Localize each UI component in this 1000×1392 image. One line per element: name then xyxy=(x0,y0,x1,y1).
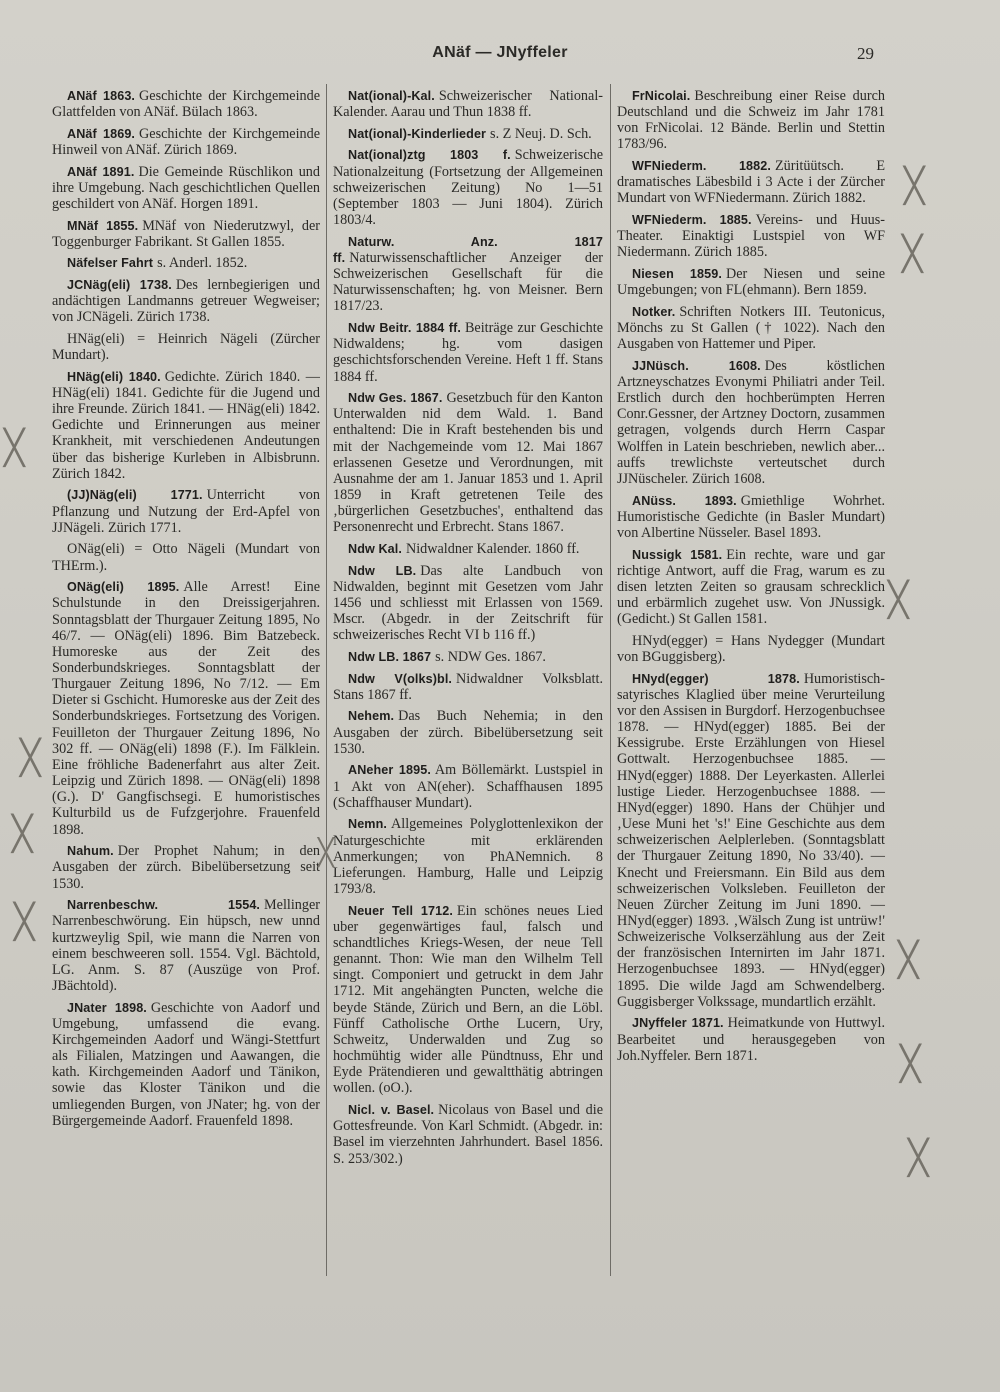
page-header-title: ANäf — JNyffeler xyxy=(432,44,568,61)
bibliography-entry xyxy=(333,816,603,897)
entry-abbreviation: Ndw Kal. xyxy=(348,542,402,557)
pencil-cross-mark: ╳ xyxy=(904,166,925,206)
bibliography-entry xyxy=(617,358,885,487)
entry-description: HNyd(egger) = Hans Nydegger (Mundart von BGuggisberg). xyxy=(617,632,885,665)
bibliography-entry xyxy=(52,331,320,363)
entry-description: Unterricht von Pflanzung und Nutzung der Erd-Apfel von JJNägeli. Zürich 1771. xyxy=(52,487,320,536)
entry-abbreviation: WFNiederm. 1882. xyxy=(632,159,771,174)
entry-description: Der Niesen und seine Umgebungen; von FL(ehmann). Bern 1859. xyxy=(617,266,885,299)
entry-description: Nicolaus von Basel und die Gottesfreunde. Von Karl Schmidt. (Abgedr. in: Basel im vierzehnten Jahrhundert. Basel 1856. S. 253/302.) xyxy=(333,1102,603,1167)
entry-description: Gedichte. Zürich 1840. — HNäg(eli) 1841. Gedichte für die Jugend und ihre Freunde. Zürich 1841. — HNäg(eli) 1842. Gedichte und Erinnerungen aus meiner Krankheit, mit verschiedenen Andeutungen über das bisherige Kurleben in Albisbrunn. Zürich 1842. xyxy=(52,368,320,482)
entry-abbreviation: Ndw V(olks)bl. xyxy=(348,671,453,686)
entry-description: Geschichte der Kirchgemeinde Hinweil von ANäf. Zürich 1869. xyxy=(52,125,320,158)
entry-description: Naturwissenschaftlicher Anzeiger der Schweizerischen Gesellschaft für die Naturwissenschaften; hg. von Meisner. Bern 1817/23. xyxy=(333,249,603,315)
entry-abbreviation: ANüss. 1893. xyxy=(632,493,737,508)
entry-abbreviation: ANäf 1863. xyxy=(67,89,136,103)
entry-abbreviation: Ndw Ges. 1867. xyxy=(348,391,443,406)
entry-description: Humoristisch-satyrisches Klaglied über meine Verurteilung vor den Assisen in Burgdorf. Herzogenbuchsee 1878. — HNyd(egger) 1885. Bei der Kessigrube. Erste Erzählungen von Hiesel Gottwalt. Herzogenbuchsee 1885. — HNyd(egger) 1888. Der Leyerkasten. Allerlei lustige Lieder. Herzogenbuchsee 1888. — HNyd(egger) 1890. Hans der Chühjer und ‚Uese Muni het 's!' Eine Geschichte aus dem schweizerischen Aelplerleben. (Sonntagsblatt der Thurgauer Zeitung 1890, No 33/40). — Knecht und Freiersmann. Ein Bild aus dem schweizerischen Volksleben. Feuilleton der Neuen Zürcher Zeitung im Juni 1890. — HNyd(egger) 1893. ‚Wälsch Zung ist untrüw!' Schweizerische Volkserzählung aus der Zeit der französischen Internirten im Jahr 1871. Herzogenbuchsee 1893. — HNyd(egger) 1895. Die wilde Jagd am Schwendelberg. Guggisberger Volkssage, mundartlich erzählt. xyxy=(617,670,885,1010)
entry-abbreviation: MNäf 1855. xyxy=(67,218,139,233)
bibliography-entry xyxy=(52,897,320,994)
entry-abbreviation: Ndw Beitr. 1884 ff. xyxy=(348,321,461,336)
entry-description: Nidwaldner Kalender. 1860 ff. xyxy=(405,541,580,558)
entry-abbreviation: Neuer Tell 1712. xyxy=(348,903,453,918)
pencil-cross-mark: ╳ xyxy=(12,814,33,854)
bibliography-entry xyxy=(333,563,603,644)
entry-description: Ein rechte, ware und gar richtige Antwort, auff die Frag, warum es zu disen letzten Zeiten so grausam schrecklich und erbärmlich zugehet usw. Von JNussigk. (Gedicht.) St Gallen 1581. xyxy=(617,546,885,628)
entry-description: Schweizerische Nationalzeitung (Fortsetzung der Allgemeinen schweizerischen Zeitung) No 1—51 (September 1803 — Juni 1804). Zürich 1803/4. xyxy=(333,147,603,229)
bibliography-entry xyxy=(333,88,603,120)
bibliography-entry xyxy=(617,493,885,541)
entry-abbreviation: Nemn. xyxy=(348,817,387,832)
bibliography-entry xyxy=(52,1000,320,1129)
bibliography-entry xyxy=(333,762,603,810)
bibliography-entry xyxy=(333,320,603,385)
entry-description: Ein schönes neues Lied uber gegenwärtiges faul, falsch und schandtliches Kriegs-Wesen, der neue Tell genannt. Thon: Wie man den Wilhelm Tell singt. Componiert und getruckt in dem Jahr 1712. Mit angehängten Puncten, welche die beyde Stände, Zürich und Bern, an die Löbl. Fünff Catholische Orthe Lucern, Ury, Schweitz, Underwalden und Zug so hochmühtig wider alle Pündtnuss, Ehr und Eyde Prätendieren und gewaltthätig abtringen wollen. (oO.). xyxy=(333,902,603,1097)
entry-description: s. Anderl. 1852. xyxy=(157,255,248,272)
bibliography-entry xyxy=(333,147,603,228)
entry-description: Die Gemeinde Rüschlikon und ihre Umgebung. Nach geschichtlichen Quellen geschildert von ANäf. Horgen 1891. xyxy=(52,163,320,212)
bibliography-entry xyxy=(52,255,320,271)
pencil-cross-mark: ╳ xyxy=(900,1044,921,1084)
bibliography-entry xyxy=(333,708,603,756)
entry-description: MNäf von Niederutzwyl, der Toggenburger Fabrikant. St Gallen 1855. xyxy=(52,217,320,250)
entry-description: Gmiethlige Wohrhet. Humoristische Gedichte (in Basler Mundart) von Albertine Nüsseler. Basel 1893. xyxy=(617,492,885,541)
entry-description: s. NDW Ges. 1867. xyxy=(435,649,546,665)
text-column-3 xyxy=(617,88,885,1069)
entry-abbreviation: Nat(ional)ztg 1803 f. xyxy=(348,148,511,163)
entry-abbreviation: JNyffeler 1871. xyxy=(632,1016,724,1031)
bibliography-entry xyxy=(52,541,320,573)
entry-description: Gesetzbuch für den Kanton Unterwalden nid dem Wald. 1. Band enthaltend: Die in Kraft bestehenden bis und mit der Nachgemeinde vom 12. Mai 1867 erlassenen Gesetze und Verordnungen, mit Ausnahme der am 1. Januar 1853 und 1. April 1859 in Kraft getretenen Teile des ‚bürgerlichen Gesetzbuches', enthaltend das Personenrecht und Erbrecht. Stans 1867. xyxy=(333,390,603,536)
entry-description: Alle Arrest! Eine Schulstunde in den Dreissigerjahren. Sonntagsblatt der Thurgauer Zeitung 1895, No 46/7. — ONäg(eli) 1896. Bim Batzebeck. Humoreske aus der Zeit des Sonderbundskrieges. Sonntagsblatt der Thurgauer Zeitung 1896, No 7/12. — Em Dieter si Gschicht. Humoreske aus der Zeit des Sonderbundskrieges. Fortsetzung des Vorigen. Feuilleton der Thurgauer Zeitung 1896, No 302 ff. — ONäg(eli) 1898 (F.). Im Fälklein. Eine fröhliche Badenerfahrt aus alter Zeit. Leipzig und Zürich 1898. — ONäg(eli) 1898 (G.). D' Gangfischsegi. E humoristisches Kulturbild us de Fufzgerjohre. Frauenfeld 1898. xyxy=(52,579,320,838)
entry-description: Vereins- und Huus-Theater. Einaktigi Lustspiel von WF Niedermann. Zürich 1885. xyxy=(617,212,886,261)
bibliography-entry xyxy=(617,158,885,206)
entry-abbreviation: Nat(ional)-Kal. xyxy=(348,89,435,103)
bibliography-entry xyxy=(617,212,885,260)
entry-abbreviation: Niesen 1859. xyxy=(632,267,722,282)
entry-abbreviation: JJNüsch. 1608. xyxy=(632,358,761,373)
entry-description: Allgemeines Polyglottenlexikon der Naturgeschichte mit erklärenden Anmerkungen; von PhANemnich. 8 Lieferungen. Hamburg, Halle und Leipzig 1793/8. xyxy=(333,816,603,898)
bibliography-entry xyxy=(52,88,320,120)
entry-description: s. Z Neuj. D. Sch. xyxy=(490,125,592,142)
bibliography-entry xyxy=(333,1102,603,1167)
entry-description: Des lernbegierigen und andächtigen Landmanns getreuer Wegweiser; von JCNägeli. Zürich 1738. xyxy=(52,277,320,326)
entry-abbreviation: Nehem. xyxy=(348,709,395,724)
entry-abbreviation: Nussigk 1581. xyxy=(632,547,723,562)
bibliography-entry xyxy=(617,304,885,352)
entry-abbreviation: ONäg(eli) 1895. xyxy=(67,580,180,595)
bibliography-entry xyxy=(52,164,320,212)
entry-abbreviation: JCNäg(eli) 1738. xyxy=(67,278,172,293)
text-column-1 xyxy=(52,88,320,1134)
bibliography-entry xyxy=(333,541,603,557)
entry-abbreviation: Nicl. v. Basel. xyxy=(348,1103,435,1118)
entry-abbreviation: ANäf 1869. xyxy=(67,126,136,141)
bibliography-entry xyxy=(52,843,320,891)
pencil-cross-mark: ╳ xyxy=(20,738,41,778)
entry-abbreviation: JNater 1898. xyxy=(67,1000,147,1015)
pencil-cross-mark: ╳ xyxy=(902,234,923,274)
pencil-cross-mark: ╳ xyxy=(4,428,25,468)
entry-description: Des köstlichen Artzneyschatzes Evonymi Philiatri ander Teil. Erstlich durch den hochberümpten Herren Conr.Gessner, der Artzney Doctorn, zusammen getragen, volgends durch Herrn Caspar Wolffen in Latein beschrieben, newlich aber... auffs trewlichste verteutschet durch JJNüscheler. Zürich 1608. xyxy=(617,357,885,487)
entry-description: Geschichte der Kirchgemeinde Glattfelden von ANäf. Bülach 1863. xyxy=(52,88,320,121)
bibliography-entry xyxy=(617,1015,885,1063)
entry-description: Am Böllemärkt. Lustspiel in 1 Akt von AN(eher). Schaffhausen 1895 (Schaffhauser Mundart). xyxy=(333,762,603,811)
entry-abbreviation: (JJ)Näg(eli) 1771. xyxy=(67,488,203,503)
entry-description: Schweizerischer National-Kalender. Aarau und Thun 1838 ff. xyxy=(333,88,603,121)
page-number: 29 xyxy=(857,44,874,63)
entry-description: Der Prophet Nahum; in den Ausgaben der zürch. Bibelübersetzung seit 1530. xyxy=(52,843,320,892)
bibliography-entry xyxy=(52,579,320,838)
bibliography-entry xyxy=(333,903,603,1097)
bibliography-entry xyxy=(52,126,320,158)
pencil-cross-mark: ╳ xyxy=(318,838,334,868)
text-column-2 xyxy=(333,88,603,1172)
entry-description: Beiträge zur Geschichte Nidwaldens; hg. vom dasigen geschichtsforschenden Vereine. Heft 1 ff. Stans 1884 ff. xyxy=(333,320,603,385)
entry-description: Mellinger Narrenbeschwörung. Ein hüpsch, new unnd kurtzweylig Spil, wie mann die Narren von einem beschweeren soll. 1554. Vgl. Bächtold, LG. Anm. S. 87 (Auszüge von Prof. JBächtold). xyxy=(52,897,320,994)
entry-abbreviation: Ndw LB. xyxy=(348,563,417,578)
pencil-cross-mark: ╳ xyxy=(888,580,909,620)
entry-abbreviation: HNyd(egger) 1878. xyxy=(632,671,800,686)
entry-description: Schriften Notkers III. Teutonicus, Mönchs zu St Gallen († 1022). Nach den Ausgaben von Hattemer und Piper. xyxy=(617,303,885,353)
bibliography-entry xyxy=(52,218,320,250)
entry-abbreviation: Nat(ional)-Kinderlieder xyxy=(348,126,487,141)
bibliography-entry xyxy=(333,649,603,665)
bibliography-entry xyxy=(617,88,885,153)
entry-description: ONäg(eli) = Otto Nägeli (Mundart von THErm.). xyxy=(52,541,320,574)
bibliography-entry xyxy=(617,671,885,1010)
entry-abbreviation: Näfelser Fahrt xyxy=(67,256,154,271)
bibliography-entry xyxy=(617,266,885,298)
entry-abbreviation: ANeher 1895. xyxy=(348,763,431,778)
pencil-cross-mark: ╳ xyxy=(14,902,35,942)
entry-abbreviation: Notker. xyxy=(632,304,676,319)
bibliography-entry xyxy=(52,369,320,482)
entry-description: Das Buch Nehemia; in den Ausgaben der zürch. Bibelübersetzung seit 1530. xyxy=(333,708,603,757)
bibliography-entry xyxy=(617,547,885,628)
bibliography-entry xyxy=(333,234,603,315)
bibliography-entry xyxy=(333,671,603,703)
entry-description: Beschreibung einer Reise durch Deutschland und die Schweiz im Jahr 1781 von FrNicolai. 12 Bände. Berlin und Stettin 1783/96. xyxy=(617,88,885,153)
entry-description: Heimatkunde von Huttwyl. Bearbeitet und herausgegeben von Joh.Nyffeler. Bern 1871. xyxy=(617,1015,885,1064)
entry-abbreviation: Narrenbeschw. 1554. xyxy=(67,898,261,913)
pencil-cross-mark: ╳ xyxy=(898,940,919,980)
entry-description: Nidwaldner Volksblatt. Stans 1867 ff. xyxy=(333,670,603,703)
bibliography-entry xyxy=(333,390,603,535)
entry-description: Das alte Landbuch von Nidwalden, beginnt mit Gesetzen vom Jahr 1456 und schliesst mit Erlassen von 1569. Mscr. (Abgedr. in der Zeitschrift für schweizerisches Recht VI b 116 ff.) xyxy=(333,562,603,644)
column-divider xyxy=(610,84,611,1276)
entry-abbreviation: ANäf 1891. xyxy=(67,164,135,179)
bibliography-entry xyxy=(617,633,885,665)
entry-abbreviation: HNäg(eli) 1840. xyxy=(67,369,161,384)
bibliography-entry xyxy=(52,487,320,535)
pencil-cross-mark: ╳ xyxy=(908,1138,929,1178)
entry-abbreviation: Naturw. Anz. 1817 ff. xyxy=(333,234,603,265)
entry-abbreviation: WFNiederm. 1885. xyxy=(632,213,752,228)
bibliography-entry xyxy=(333,126,603,142)
entry-abbreviation: Ndw LB. 1867 xyxy=(348,650,432,664)
column-divider xyxy=(326,84,327,1276)
entry-abbreviation: FrNicolai. xyxy=(632,89,691,103)
entry-description: HNäg(eli) = Heinrich Nägeli (Zürcher Mundart). xyxy=(52,331,320,364)
entry-description: Geschichte von Aadorf und Umgebung, umfassend die evang. Kirchgemeinden Aadorf und Wängi-Stettfurt als Filialen, Matzingen und Aawangen, die kath. Kirchgemeinden Aadorf und Tänikon, sowie das Kloster Tänikon und die umliegenden Burgen, von JNater; hg. von der Bürgergemeinde Aadorf. Frauenfeld 1898. xyxy=(52,999,320,1129)
entry-description: Züritüütsch. E dramatisches Läbesbild i 3 Acte i der Zürcher Mundart von WFNiedermann. Zürich 1882. xyxy=(617,158,885,207)
entry-abbreviation: Nahum. xyxy=(67,844,114,859)
bibliography-entry xyxy=(52,277,320,325)
